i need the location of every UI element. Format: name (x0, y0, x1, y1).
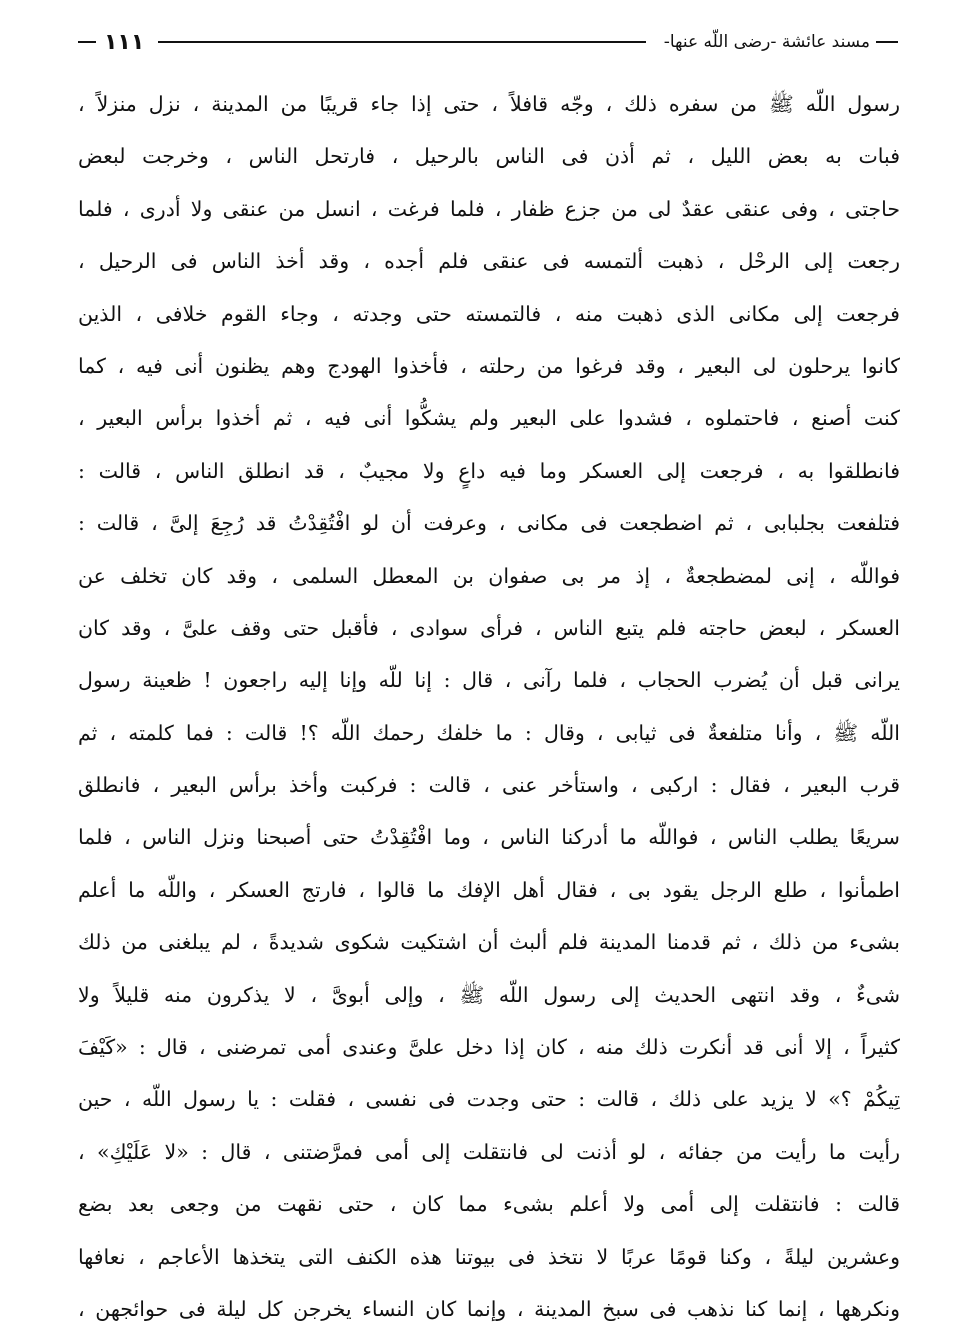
text-line: رأيت ما رأيت من جفائه ، لو أذنت لى فانتقلت إلى أمى فمرَّضتنى ، قال : «لا عَلَيْكِ» ، (78, 1139, 900, 1164)
text-line: فواللّه ، إنى لمضطجعةٌ ، إذ مر بى صفوان بن المعطل السلمى ، وقد كان تخلف عن (78, 563, 900, 588)
text-line: وعشرين ليلةً ، وكنا قومًا عربًا لا نتخذ فى بيوتنا هذه الكنف التى يتخذها الأعاجم ، نعافها (78, 1244, 900, 1269)
text-line: حاجتى ، وفى عنقى عقدٌ لى من جزع ظفار ، فلما فرغت ، انسل من عنقى ولا أدرى ، فلما (78, 196, 900, 221)
text-line: فبات به بعض الليل ، ثم أذن فى الناس بالرحيل ، فارتحل الناس ، وخرجت لبعض (78, 144, 900, 169)
page-number-dash (78, 41, 96, 43)
page-header (78, 22, 898, 62)
text-line: رسول اللّه ﷺ من سفره ذلك ، وجّه قافلاً ، حتى إذا جاء قريبًا من المدينة ، نزل منزلاً ، (78, 92, 900, 116)
text-line: سريعًا يطلب الناس ، فواللّه ما أدركنا الناس ، وما افْتُقِدْتُ حتى أصبحنا ونزل الناس ، فلما (78, 825, 900, 850)
page-number-group (78, 30, 150, 55)
text-line: رجعت إلى الرحْل ، ذهبت ألتمسه فى عنقى فلم أجده ، وقد أخذ الناس فى الرحيل ، (78, 249, 900, 274)
body-text (78, 78, 900, 1335)
text-line: فتلفعت بجلبابى ، ثم اضطجعت فى مكانى ، وعرفت أن لو افْتُقِدْتُ قد رُجِعَ إلىَّ ، قالت : (78, 511, 900, 536)
text-line: فانطلقوا به ، فرجعت إلى العسكر وما فيه داعٍ ولا مجيبٌ ، قد انطلق الناس ، قالت : (78, 458, 900, 483)
header-rule (158, 41, 645, 43)
text-line: اطمأنوا ، طلع الرجل يقود بى ، فقال أهل الإفك ما قالوا ، فارتج العسكر ، واللّه ما أعلم (78, 877, 900, 902)
text-line: ونكرهها ، إنما كنا نذهب فى سبخ المدينة ، وإنما كان النساء يخرجن كل ليلة فى حوائجهن ، (78, 1296, 900, 1321)
text-line: كانوا يرحلون لى البعير ، وقد فرغوا من رحلته ، فأخذوا الهودج وهم يظنون أنى فيه ، كما (78, 353, 900, 378)
text-line: كثيراً ، إلا أنى قد أنكرت ذلك منه ، كان إذا دخل علىَّ وعندى أمى تمرضنى ، قال : «كَيْفَ (78, 1035, 900, 1060)
text-line: العسكر ، لبعض حاجته فلم يتبع الناس ، فرأى سوادى ، فأقبل حتى وقف علىَّ ، وقد كان (78, 615, 900, 640)
text-line: شىءٌ ، وقد انتهى الحديث إلى رسول اللّه ﷺ ، وإلى أبوىَّ ، لا يذكرون منه قليلاً ولا (78, 982, 900, 1007)
text-line: بشىء من ذلك ، ثم قدمنا المدينة فلم ألبث أن اشتكيت شكوى شديدةً ، لم يبلغنى من ذلك (78, 930, 900, 955)
page-number: ١١١ (104, 29, 145, 55)
text-line: كنت أصنع ، فاحتملوه ، فشدوا على البعير ولم يشكُّوا أنى فيه ، ثم أخذوا برأس البعير ، (78, 406, 900, 431)
running-title: مسند عائشة -رضى اللّه عنها- (663, 32, 870, 52)
text-line: اللّه ﷺ ، وأنا متلفعةٌ فى ثيابى ، وقال : ما خلفك رحمك اللّه ؟! قالت : فما كلمته ، ثم (78, 720, 900, 745)
header-leading-dash (876, 41, 898, 43)
text-line: تِيكُمْ ؟» لا يزيد على ذلك ، قالت : حتى وجدت فى نفسى ، فقلت : يا رسول اللّه ، حين (78, 1087, 900, 1112)
text-line: فرجعت إلى مكانى الذى ذهبت منه ، فالتمسته حتى وجدته ، وجاء القوم خلافى ، الذين (78, 301, 900, 326)
text-line: يرانى قبل أن يُضرب الحجاب ، فلما رآنى ، قال : إنا للّه وإنا إليه راجعون ! ظعينة رسول (78, 668, 900, 693)
text-line: قرب البعير ، فقال : اركبى ، واستأخر عنى ، قالت : فركبت وأخذ برأس البعير ، فانطلق (78, 773, 900, 798)
text-line: قالت : فانتقلت إلى أمى ولا أعلم بشىء مما كان ، حتى نقهت من وجعى بعد بضع (78, 1192, 900, 1217)
